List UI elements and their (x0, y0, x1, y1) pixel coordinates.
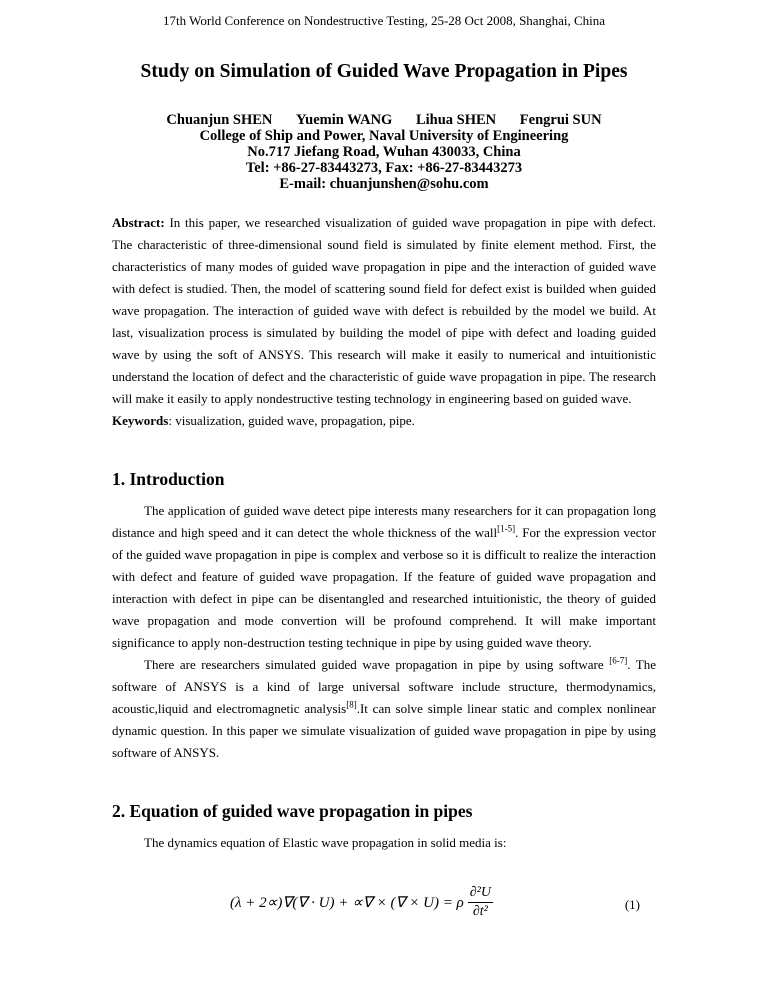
section-2-body (112, 832, 656, 854)
keywords-text: : visualization, guided wave, propagation, pipe. (168, 413, 415, 428)
address: No.717 Jiefang Road, Wuhan 430033, China (247, 144, 521, 160)
text: . For the expression vector of the guided wave propagation in pipe is complex and verbose so it is difficult to realize the interaction with defect and feature of guided wave propagation. If the feature of guided wave propagation and interaction with defect in pipe can be disentangled and researched intuitionistic, the theory of guided wave propagation and mode convertion will be profound comprehend. It will make important significance to apply non-destruction testing technique in pipe by using guided wave theory. (112, 525, 656, 650)
numerator: ∂²U (468, 884, 493, 903)
affiliation: College of Ship and Power, Naval University of Engineering (199, 128, 569, 144)
text: .It can solve simple linear static and complex nonlinear dynamic question. In this paper we simulate visualization of guided wave propagation in pipe by using software of ANSYS. (112, 701, 656, 760)
abstract (112, 212, 656, 432)
text: . The software of ANSYS is a kind of large universal software include structure, thermodynamics, acoustic,liquid and electromagnetic analysis (112, 657, 656, 716)
text: There are researchers simulated guided wave propagation in pipe by using software (144, 657, 610, 672)
denominator: ∂t² (472, 904, 488, 919)
keywords-label: Keywords (112, 413, 169, 428)
author: Yuemin WANG (296, 112, 393, 128)
abstract-text: In this paper, we researched visualization of guided wave propagation in pipe with defect. The characteristic of three-dimensional sound field is simulated by finite element method. First, the characteristics of many modes of guided wave propagation in pipe and the interaction of guided wave with defect is studied. Then, the model of scattering sound field for defect exist is builded when guided wave propagation. The interaction of guided wave with defect is rebuilded by the model we build. At last, visualization process is simulated by building the model of pipe with defect and loading guided wave by using the soft of ANSYS. This research will make it easily to numerical and intuitionistic understand the location of defect and the characteristic of guide wave propagation in pipe. The research will make it easily to apply nondestructive testing technology in engineering based on guided wave. (112, 215, 656, 406)
author: Lihua SHEN (415, 112, 497, 128)
citation: [6-7] (609, 655, 628, 666)
equation-row (112, 884, 656, 974)
paragraph (112, 500, 656, 654)
introduction-body (112, 500, 656, 764)
equation-lhs: (λ + 2∝)∇(∇ · U) + ∝∇ × (∇ × U) = ρ (230, 895, 464, 911)
author-block (0, 112, 768, 192)
author: Fengrui SUN (519, 112, 602, 128)
equation (230, 884, 493, 921)
equation-fraction (468, 884, 493, 921)
paragraph (112, 654, 656, 764)
email: E-mail: chuanjunshen@sohu.com (279, 176, 489, 192)
author-names (0, 112, 768, 128)
paper-title: Study on Simulation of Guided Wave Propagation in Pipes (140, 61, 628, 82)
text: The application of guided wave detect pipe interests many researchers for it can propagation long distance and high speed and it can detect the whole thickness of the wall (112, 503, 656, 540)
paragraph: The dynamics equation of Elastic wave propagation in solid media is: (144, 835, 507, 850)
phone: Tel: +86-27-83443273, Fax: +86-27-83443273 (245, 160, 523, 176)
section-heading: 2. Equation of guided wave propagation in pipes (112, 801, 473, 821)
author: Chuanjun SHEN (166, 112, 273, 128)
citation: [1-5] (497, 523, 516, 534)
conference-header: 17th World Conference on Nondestructive Testing, 25-28 Oct 2008, Shanghai, China (162, 13, 605, 28)
equation-number: (1) (624, 897, 640, 912)
citation: [8] (346, 699, 357, 710)
abstract-label: Abstract: (112, 215, 165, 230)
section-heading: 1. Introduction (112, 469, 225, 489)
